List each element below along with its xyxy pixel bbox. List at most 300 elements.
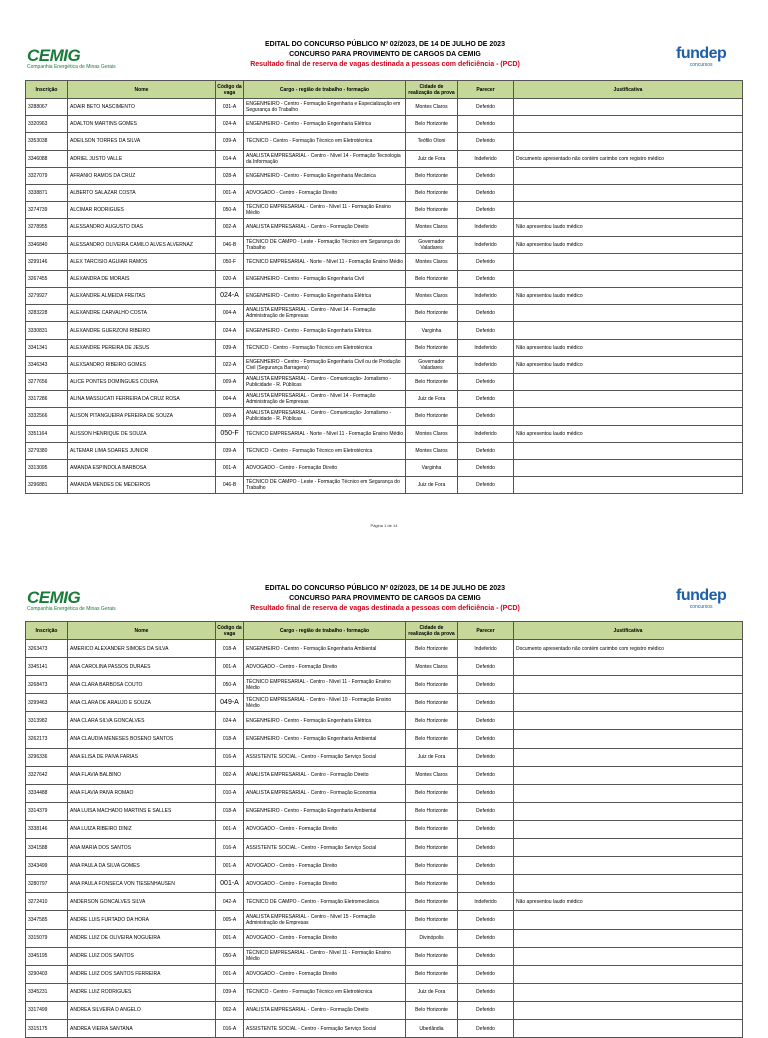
cell-cidade: Belo Horizonte — [406, 640, 458, 658]
cell-parecer: Deferido — [458, 784, 514, 802]
page-footer: Página 1 de 14 — [370, 523, 398, 528]
cell-nome: ADALTON MARTINS GOMES — [68, 116, 216, 133]
table-row — [26, 253, 743, 270]
cell-parecer: Deferido — [458, 802, 514, 820]
cell-codigo: 046-B — [216, 477, 244, 494]
cell-nome: ANA CAROLINA PASSOS DURAES — [68, 658, 216, 676]
cell-parecer: Deferido — [458, 766, 514, 784]
cell-justificativa: Não apresentou laudo médico — [514, 219, 743, 236]
cell-inscricao: 3338146 — [26, 820, 68, 838]
cell-nome: ANDRE LUIZ DE OLIVEIRA NOGUEIRA — [68, 929, 216, 947]
cell-parecer: Deferido — [458, 929, 514, 947]
cell-parecer: Deferido — [458, 839, 514, 857]
cell-justificativa — [514, 167, 743, 184]
cell-cidade: Belo Horizonte — [406, 965, 458, 983]
cell-codigo: 001-A — [216, 857, 244, 875]
cell-cargo: TÉCNICO EMPRESARIAL - Centro - Nível 10 - Formação Ensino Médio — [244, 694, 406, 712]
cell-codigo: 050-F — [216, 253, 244, 270]
table-row — [26, 802, 743, 820]
cell-justificativa — [514, 820, 743, 838]
cell-cidade: Governador Valadares — [406, 236, 458, 253]
cell-justificativa — [514, 202, 743, 219]
cell-parecer: Deferido — [458, 1019, 514, 1037]
cell-parecer: Indeferido — [458, 425, 514, 442]
table-row — [26, 219, 743, 236]
table-row — [26, 694, 743, 712]
cell-codigo: 018-A — [216, 640, 244, 658]
cell-inscricao: 3345195 — [26, 947, 68, 965]
table-row — [26, 322, 743, 339]
cell-codigo: 039-A — [216, 339, 244, 356]
table-row — [26, 356, 743, 373]
table-row — [26, 408, 743, 425]
cell-inscricao: 3332566 — [26, 408, 68, 425]
cell-parecer: Deferido — [458, 184, 514, 201]
cell-justificativa: Não apresentou laudo médico — [514, 425, 743, 442]
title-line-2: CONCURSO PARA PROVIMENTO DE CARGOS DA CEMIG — [289, 595, 481, 602]
cell-parecer: Deferido — [458, 99, 514, 116]
page-header — [0, 0, 768, 80]
table-row — [26, 947, 743, 965]
cell-inscricao: 3299146 — [26, 253, 68, 270]
cell-inscricao: 3346343 — [26, 356, 68, 373]
table-row — [26, 839, 743, 857]
cell-codigo: 024-A — [216, 288, 244, 305]
table-row — [26, 305, 743, 322]
cell-nome: ANDRE LUIZ DOS SANTOS — [68, 947, 216, 965]
cell-codigo: 009-A — [216, 374, 244, 391]
cell-inscricao: 3346088 — [26, 150, 68, 167]
cell-parecer: Deferido — [458, 116, 514, 133]
column-header-cargo: Cargo - região de trabalho - formação — [244, 622, 406, 640]
cell-inscricao: 3299463 — [26, 694, 68, 712]
cell-nome: ANDREA SILVEIRA D ANGELO — [68, 1001, 216, 1019]
column-header-codigo: Código da vaga — [216, 622, 244, 640]
cell-nome: ALESSANDRO OLIVEIRA CAMILO ALVES ALVERNAZ — [68, 236, 216, 253]
cell-nome: ANDRE LUIS FURTADO DA HORA — [68, 911, 216, 929]
cell-nome: ALEXSANDRO RIBEIRO GOMES — [68, 356, 216, 373]
column-header-cidade: Cidade de realização da prova — [406, 622, 458, 640]
cell-codigo: 001-A — [216, 929, 244, 947]
cell-cargo: TÉCNICO EMPRESARIAL - Centro - Nível 11 - Formação Ensino Médio — [244, 676, 406, 694]
cell-codigo: 046-B — [216, 236, 244, 253]
column-header-justificativa: Justificativa — [514, 622, 743, 640]
cell-nome: ADEILSON TORRES DA SILVA — [68, 133, 216, 150]
cell-codigo: 016-A — [216, 748, 244, 766]
cell-cargo: ADVOGADO - Centro - Formação Direito — [244, 965, 406, 983]
cell-cargo: ANALISTA EMPRESARIAL - Centro - Nível 14 - Formação Administração de Empresas — [244, 305, 406, 322]
cell-justificativa — [514, 305, 743, 322]
cell-cidade: Belo Horizonte — [406, 784, 458, 802]
cell-cargo: ANALISTA EMPRESARIAL - Centro - Formação Direito — [244, 1001, 406, 1019]
cell-codigo: 039-A — [216, 983, 244, 1001]
cell-parecer: Deferido — [458, 911, 514, 929]
cell-codigo: 005-A — [216, 911, 244, 929]
cemig-logo: CEMIG Companhia Energética de Minas Gerais — [27, 46, 116, 70]
cell-justificativa — [514, 1019, 743, 1037]
cell-cidade: Uberlândia — [406, 1019, 458, 1037]
cell-nome: ANDERSON GONCALVES SILVA — [68, 893, 216, 911]
cell-parecer: Deferido — [458, 965, 514, 983]
cell-nome: ANA CLARA BARBOSA COUTO — [68, 676, 216, 694]
cell-nome: ANA MARIA DOS SANTOS — [68, 839, 216, 857]
cell-cargo: ANALISTA EMPRESARIAL - Centro - Nível 14 - Formação Administração de Empresas — [244, 391, 406, 408]
cell-cidade: Belo Horizonte — [406, 676, 458, 694]
table-row — [26, 459, 743, 476]
table-row — [26, 1019, 743, 1037]
cell-codigo: 031-A — [216, 99, 244, 116]
cell-cargo: TÉCNICO EMPRESARIAL - Norte - Nível 11 - Formação Ensino Médio — [244, 425, 406, 442]
table-row — [26, 150, 743, 167]
cell-justificativa — [514, 477, 743, 494]
table-row — [26, 712, 743, 730]
cell-cidade: Montes Claros — [406, 425, 458, 442]
cell-codigo: 050-A — [216, 202, 244, 219]
cell-nome: ALTEMAR LIMA SOARES JUNIOR — [68, 442, 216, 459]
cell-cidade: Montes Claros — [406, 442, 458, 459]
cell-nome: ALEXANDRE ALMEIDA FREITAS — [68, 288, 216, 305]
cell-nome: ANA CLARA SILVA GONCALVES — [68, 712, 216, 730]
cell-cargo: TÉCNICO - Centro - Formação Técnico em Eletrotécnica — [244, 133, 406, 150]
cell-justificativa — [514, 322, 743, 339]
cell-cidade: Governador Valadares — [406, 356, 458, 373]
cell-parecer: Deferido — [458, 857, 514, 875]
cell-inscricao: 3317286 — [26, 391, 68, 408]
cell-nome: ALEXANDRE CARVALHO COSTA — [68, 305, 216, 322]
cell-inscricao: 3341341 — [26, 339, 68, 356]
cell-cidade: Belo Horizonte — [406, 893, 458, 911]
table-row — [26, 236, 743, 253]
cell-codigo: 039-A — [216, 133, 244, 150]
cell-inscricao: 3330831 — [26, 322, 68, 339]
cell-cargo: TÉCNICO - Centro - Formação Técnico em Eletrotécnica — [244, 983, 406, 1001]
cell-cargo: ANALISTA EMPRESARIAL - Centro - Formação Economia — [244, 784, 406, 802]
cell-cargo: ADVOGADO - Centro - Formação Direito — [244, 857, 406, 875]
cell-codigo: 016-A — [216, 1019, 244, 1037]
cell-inscricao: 3353038 — [26, 133, 68, 150]
cell-parecer: Deferido — [458, 442, 514, 459]
cell-cidade: Belo Horizonte — [406, 270, 458, 287]
cell-cidade: Belo Horizonte — [406, 408, 458, 425]
cell-cargo: ADVOGADO - Centro - Formação Direito — [244, 929, 406, 947]
cell-parecer: Indeferido — [458, 288, 514, 305]
table-row — [26, 339, 743, 356]
cell-cidade: Belo Horizonte — [406, 167, 458, 184]
cell-codigo: 002-A — [216, 1001, 244, 1019]
cell-nome: AFRANIO RAMOS DA CRUZ — [68, 167, 216, 184]
cell-justificativa: Documento apresentado não contém carimbo com registro médico — [514, 640, 743, 658]
cell-justificativa — [514, 184, 743, 201]
cell-justificativa — [514, 929, 743, 947]
table-row — [26, 202, 743, 219]
cell-inscricao: 3278955 — [26, 219, 68, 236]
cell-parecer: Deferido — [458, 1001, 514, 1019]
cell-cargo: TÉCNICO EMPRESARIAL - Centro - Nível 11 - Formação Ensino Médio — [244, 947, 406, 965]
cell-cidade: Belo Horizonte — [406, 1001, 458, 1019]
cell-inscricao: 3317499 — [26, 1001, 68, 1019]
cell-cidade: Belo Horizonte — [406, 374, 458, 391]
cell-codigo: 001-A — [216, 875, 244, 893]
cell-codigo: 016-A — [216, 839, 244, 857]
table-row — [26, 270, 743, 287]
cell-codigo: 018-A — [216, 802, 244, 820]
cell-cargo: ANALISTA EMPRESARIAL - Centro - Comunicação- Jornalismo - Publicidade - R. Públicas — [244, 374, 406, 391]
cell-cargo: TÉCNICO - Centro - Formação Técnico em Eletrotécnica — [244, 339, 406, 356]
cell-inscricao: 3327079 — [26, 167, 68, 184]
table-header-row — [26, 622, 743, 640]
cell-parecer: Deferido — [458, 676, 514, 694]
cell-justificativa — [514, 99, 743, 116]
cell-nome: AMANDA MENDES DE MEDEIROS — [68, 477, 216, 494]
cell-nome: ANDRE LUIZ DOS SANTOS FERREIRA — [68, 965, 216, 983]
table-row — [26, 133, 743, 150]
cell-nome: ANA LUIZA RIBEIRO DINIZ — [68, 820, 216, 838]
cell-parecer: Deferido — [458, 253, 514, 270]
cell-inscricao: 3277656 — [26, 374, 68, 391]
cell-nome: ANA FLAVIA PAIVA ROMAO — [68, 784, 216, 802]
table-row — [26, 820, 743, 838]
table-row — [26, 929, 743, 947]
table-row — [26, 857, 743, 875]
table-row — [26, 983, 743, 1001]
table-row — [26, 442, 743, 459]
cell-nome: ANDREA VIEIRA SANTANA — [68, 1019, 216, 1037]
cell-parecer: Indeferido — [458, 150, 514, 167]
table-row — [26, 288, 743, 305]
cell-nome: ALESSANDRO AUGUSTO DIAS — [68, 219, 216, 236]
cell-cargo: ASSISTENTE SOCIAL - Centro - Formação Serviço Social — [244, 839, 406, 857]
cell-justificativa — [514, 730, 743, 748]
cell-cargo: ADVOGADO - Centro - Formação Direito — [244, 459, 406, 476]
column-header-justificativa: Justificativa — [514, 81, 743, 99]
cell-justificativa — [514, 802, 743, 820]
cell-inscricao: 3280797 — [26, 875, 68, 893]
cell-cidade: Belo Horizonte — [406, 694, 458, 712]
cell-nome: AMANDA ESPINDOLA BARBOSA — [68, 459, 216, 476]
cell-cidade: Belo Horizonte — [406, 305, 458, 322]
cell-cargo: ENGENHEIRO - Centro - Formação Engenharia Ambiental — [244, 730, 406, 748]
table-row — [26, 911, 743, 929]
cell-cargo: ENGENHEIRO - Centro - Formação Engenharia Ambiental — [244, 802, 406, 820]
cell-justificativa: Não apresentou laudo médico — [514, 356, 743, 373]
cell-nome: ANA LUISA MACHADO MARTINS E SALLES — [68, 802, 216, 820]
cell-cidade: Belo Horizonte — [406, 712, 458, 730]
cell-cargo: TÉCNICO EMPRESARIAL - Norte - Nível 11 - Formação Ensino Médio — [244, 253, 406, 270]
cell-cargo: TÉCNICO DE CAMPO - Leste - Formação Técnico em Segurança do Trabalho — [244, 236, 406, 253]
cell-codigo: 050-A — [216, 676, 244, 694]
cell-justificativa — [514, 442, 743, 459]
cell-inscricao: 3272410 — [26, 893, 68, 911]
cell-cidade: Juiz de Fora — [406, 748, 458, 766]
cell-nome: ALICE PONTES DOMINGUES COURA — [68, 374, 216, 391]
cell-cargo: ASSISTENTE SOCIAL - Centro - Formação Serviço Social — [244, 1019, 406, 1037]
cell-justificativa — [514, 766, 743, 784]
cell-inscricao: 3314379 — [26, 802, 68, 820]
cell-inscricao: 3274739 — [26, 202, 68, 219]
cell-justificativa — [514, 784, 743, 802]
table-row — [26, 374, 743, 391]
cell-cidade: Divinópolis — [406, 929, 458, 947]
cell-inscricao: 3313095 — [26, 459, 68, 476]
cell-cargo: ADVOGADO - Centro - Formação Direito — [244, 875, 406, 893]
cell-inscricao: 3263473 — [26, 640, 68, 658]
column-header-codigo: Código da vaga — [216, 81, 244, 99]
cemig-logo: CEMIG Companhia Energética de Minas Gerais — [27, 588, 116, 612]
cell-parecer: Deferido — [458, 202, 514, 219]
table-row — [26, 676, 743, 694]
table-row — [26, 640, 743, 658]
cell-cidade: Belo Horizonte — [406, 802, 458, 820]
column-header-inscricao: Inscrição — [26, 622, 68, 640]
cell-parecer: Deferido — [458, 167, 514, 184]
cell-parecer: Indeferido — [458, 893, 514, 911]
cell-justificativa — [514, 694, 743, 712]
table-row — [26, 748, 743, 766]
results-table — [25, 621, 743, 1038]
cell-parecer: Indeferido — [458, 640, 514, 658]
document-title — [200, 40, 570, 70]
cell-nome: ALEXANDRA DE MORAIS — [68, 270, 216, 287]
cell-codigo: 039-A — [216, 442, 244, 459]
table-row — [26, 184, 743, 201]
cell-nome: ALCIMAR RODRIGUES — [68, 202, 216, 219]
cell-codigo: 002-A — [216, 766, 244, 784]
cell-parecer: Deferido — [458, 820, 514, 838]
table-row — [26, 965, 743, 983]
cell-cargo: TÉCNICO EMPRESARIAL - Centro - Nível 11 - Formação Ensino Médio — [244, 202, 406, 219]
cell-justificativa — [514, 748, 743, 766]
cell-cidade: Teófilo Otoni — [406, 133, 458, 150]
cell-justificativa — [514, 965, 743, 983]
cell-cargo: ANALISTA EMPRESARIAL - Centro - Formação Direito — [244, 219, 406, 236]
cell-cargo: ENGENHEIRO - Centro - Formação Engenharia Elétrica — [244, 712, 406, 730]
cell-codigo: 028-A — [216, 167, 244, 184]
cell-cargo: ANALISTA EMPRESARIAL - Centro - Formação Direito — [244, 766, 406, 784]
cell-nome: ANA ELISA DE PAIVA FARIAS — [68, 748, 216, 766]
table-row — [26, 116, 743, 133]
cell-cargo: ADVOGADO - Centro - Formação Direito — [244, 820, 406, 838]
cell-parecer: Deferido — [458, 459, 514, 476]
cell-inscricao: 3290403 — [26, 965, 68, 983]
cell-cidade: Belo Horizonte — [406, 857, 458, 875]
table-row — [26, 893, 743, 911]
cell-cidade: Belo Horizonte — [406, 339, 458, 356]
cell-inscricao: 3262173 — [26, 730, 68, 748]
cell-inscricao: 3351164 — [26, 425, 68, 442]
page-gap — [0, 560, 768, 578]
cell-justificativa — [514, 270, 743, 287]
cell-codigo: 001-A — [216, 184, 244, 201]
cell-justificativa — [514, 374, 743, 391]
cell-codigo: 042-A — [216, 893, 244, 911]
cell-nome: ALEXANDRE PEREIRA DE JESUS — [68, 339, 216, 356]
table-row — [26, 167, 743, 184]
cell-cidade: Montes Claros — [406, 766, 458, 784]
cell-nome: ALISSON HENRIQUE DE SOUZA — [68, 425, 216, 442]
table-row — [26, 784, 743, 802]
cell-inscricao: 3279380 — [26, 442, 68, 459]
table-row — [26, 658, 743, 676]
cell-justificativa — [514, 983, 743, 1001]
title-line-3: Resultado final de reserva de vagas destinada a pessoas com deficiência - (PCD) — [250, 61, 520, 68]
cell-cidade: Belo Horizonte — [406, 820, 458, 838]
cell-inscricao: 3338871 — [26, 184, 68, 201]
cell-cidade: Varginha — [406, 459, 458, 476]
column-header-nome: Nome — [68, 622, 216, 640]
cell-nome: ALEXANDRE GUERZONI RIBEIRO — [68, 322, 216, 339]
cell-parecer: Deferido — [458, 305, 514, 322]
cell-parecer: Deferido — [458, 408, 514, 425]
cell-codigo: 024-A — [216, 322, 244, 339]
cell-justificativa: Não apresentou laudo médico — [514, 893, 743, 911]
cell-parecer: Deferido — [458, 748, 514, 766]
cell-justificativa — [514, 133, 743, 150]
cell-cargo: ANALISTA EMPRESARIAL - Centro - Nível 14 - Formação Tecnologia da Informação — [244, 150, 406, 167]
column-header-nome: Nome — [68, 81, 216, 99]
cell-nome: ALISON PITANGUEIRA PEREIRA DE SOUZA — [68, 408, 216, 425]
cell-cidade: Belo Horizonte — [406, 839, 458, 857]
cell-parecer: Deferido — [458, 947, 514, 965]
cell-inscricao: 3267455 — [26, 270, 68, 287]
cell-nome: ANDRE LUIZ RODRIGUES — [68, 983, 216, 1001]
cell-codigo: 001-A — [216, 965, 244, 983]
results-table — [25, 80, 743, 494]
cell-justificativa: Documento apresentado não contém carimbo com registro médico — [514, 150, 743, 167]
cell-justificativa — [514, 658, 743, 676]
cell-justificativa — [514, 712, 743, 730]
cell-inscricao: 3296881 — [26, 477, 68, 494]
cell-inscricao: 3313982 — [26, 712, 68, 730]
cell-cidade: Juiz de Fora — [406, 477, 458, 494]
cell-cargo: ADVOGADO - Centro - Formação Direito — [244, 658, 406, 676]
cell-inscricao: 3343499 — [26, 857, 68, 875]
cell-justificativa — [514, 459, 743, 476]
column-header-parecer: Parecer — [458, 622, 514, 640]
cell-cidade: Montes Claros — [406, 219, 458, 236]
cell-parecer: Indeferido — [458, 339, 514, 356]
cell-cidade: Montes Claros — [406, 288, 458, 305]
cell-parecer: Deferido — [458, 694, 514, 712]
cell-nome: ADRIEL JUSTO VALLE — [68, 150, 216, 167]
cell-parecer: Deferido — [458, 712, 514, 730]
cell-parecer: Deferido — [458, 477, 514, 494]
column-header-cargo: Cargo - região de trabalho - formação — [244, 81, 406, 99]
cell-nome: ALBERTO SALAZAR COSTA — [68, 184, 216, 201]
cell-cidade: Varginha — [406, 322, 458, 339]
cell-codigo: 004-A — [216, 305, 244, 322]
table-row — [26, 425, 743, 442]
cell-inscricao: 3346840 — [26, 236, 68, 253]
cell-cargo: ANALISTA EMPRESARIAL - Centro - Nível 15 - Formação Administração de Empresas — [244, 911, 406, 929]
cell-nome: ANA CLAUDIA MENESES BOSENO SANTOS — [68, 730, 216, 748]
cell-parecer: Deferido — [458, 133, 514, 150]
cell-inscricao: 3279927 — [26, 288, 68, 305]
cell-cidade: Belo Horizonte — [406, 202, 458, 219]
cell-cidade: Belo Horizonte — [406, 184, 458, 201]
cell-codigo: 020-A — [216, 270, 244, 287]
cell-codigo: 009-A — [216, 408, 244, 425]
cell-parecer: Deferido — [458, 322, 514, 339]
cell-parecer: Deferido — [458, 391, 514, 408]
table-row — [26, 477, 743, 494]
cell-nome: ALEX TARCISIO AGUIAR RAMOS — [68, 253, 216, 270]
table-row — [26, 730, 743, 748]
cell-codigo: 024-A — [216, 712, 244, 730]
cell-codigo: 050-A — [216, 947, 244, 965]
cell-inscricao: 3268473 — [26, 676, 68, 694]
cell-cidade: Belo Horizonte — [406, 730, 458, 748]
table-row — [26, 391, 743, 408]
